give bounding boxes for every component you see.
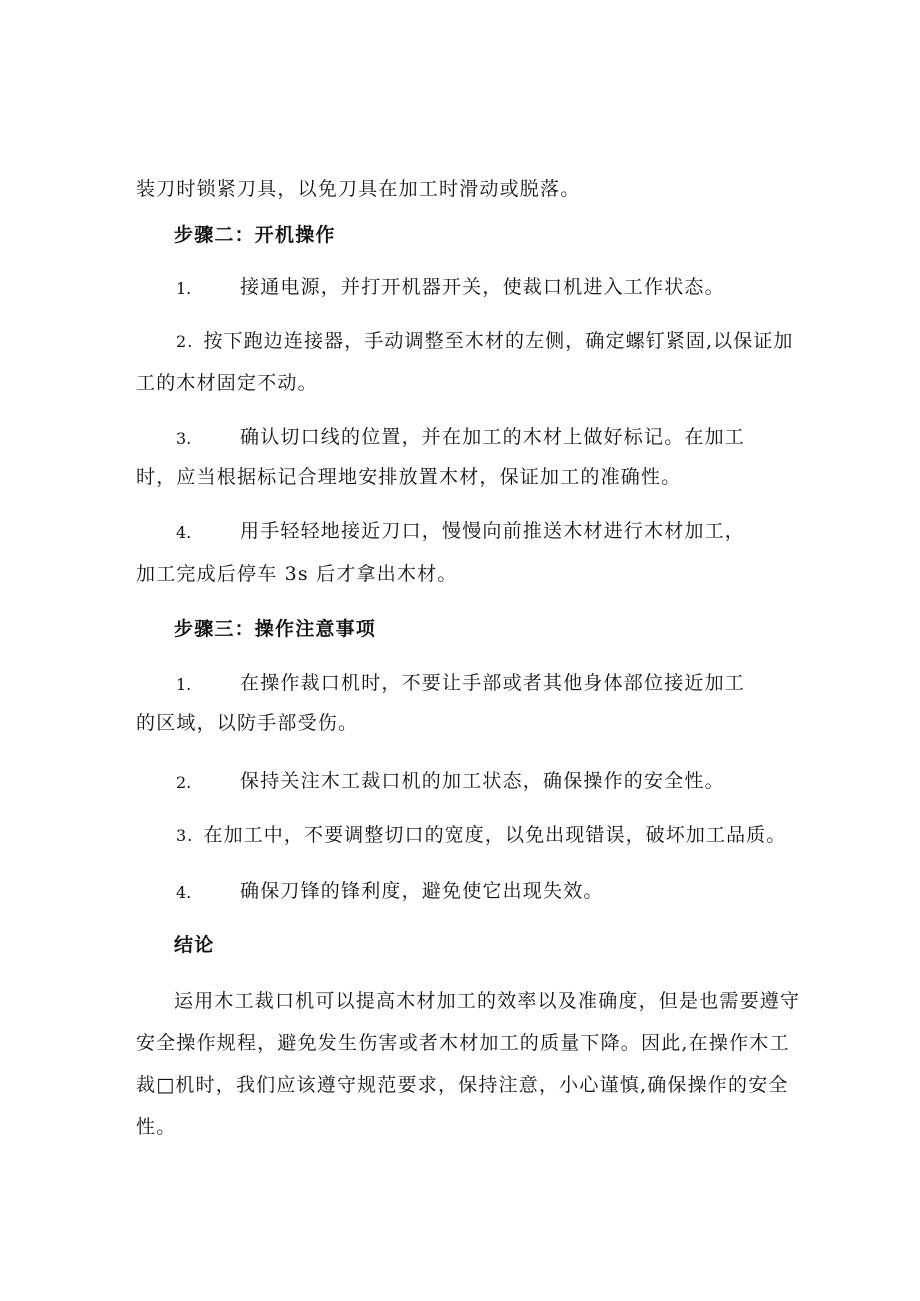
conclusion-line3: 裁□机时，我们应该遵守规范要求，保持注意，小心谨慎,确保操作的安全 bbox=[136, 1074, 789, 1096]
step3-item2-text: 保持关注木工裁口机的加工状态，确保操作的安全性。 bbox=[240, 770, 725, 792]
conclusion-heading: 结论 bbox=[174, 934, 215, 956]
step2-item2-line2: 工的木材固定不动。 bbox=[136, 372, 318, 394]
step2-item3-text: 确认切口线的位置，并在加工的木材上做好标记。在加工 bbox=[240, 426, 746, 448]
conclusion-line1: 运用木工裁口机可以提高木材加工的效率以及准确度，但是也需要遵守 bbox=[174, 990, 801, 1012]
step3-item4-number: 4. bbox=[176, 883, 192, 902]
step3-item4-text: 确保刀锋的锋利度，避免使它出现失效。 bbox=[240, 880, 604, 902]
conclusion-line2: 安全操作规程，避免发生伤害或者木材加工的质量下降。因此,在操作木工 bbox=[136, 1032, 790, 1054]
step3-heading: 步骤三：操作注意事项 bbox=[174, 618, 377, 640]
step2-item2-line1 bbox=[176, 328, 794, 355]
step3-item3-line1 bbox=[176, 822, 786, 849]
step3-item1-number: 1. bbox=[176, 675, 192, 694]
step2-item3-line2: 时，应当根据标记合理地安排放置木材，保证加工的准确性。 bbox=[136, 466, 682, 488]
step3-item3-number: 3. bbox=[176, 826, 194, 845]
intro-line: 装刀时锁紧刀具，以免刀具在加工时滑动或脱落。 bbox=[136, 178, 581, 200]
step2-heading: 步骤二：开机操作 bbox=[174, 224, 336, 246]
step2-item2-text: 按下跑边连接器，手动调整至木材的左侧，确定螺钉紧固,以保证加 bbox=[203, 330, 794, 352]
step2-item1-number: 1. bbox=[176, 279, 192, 298]
step3-item1-line2: 的区域，以防手部受伤。 bbox=[136, 712, 359, 734]
step3-item3-text: 在加工中，不要调整切口的宽度，以免出现错误，破坏加工品质。 bbox=[203, 824, 787, 846]
step2-item3-number: 3. bbox=[176, 429, 192, 448]
step2-item4-number: 4. bbox=[176, 523, 192, 542]
step2-item4-text: 用手轻轻地接近刀口，慢慢向前推送木材进行木材加工， bbox=[240, 520, 746, 542]
step2-item4-line2: 加工完成后停车 3s 后才拿出木材。 bbox=[136, 563, 458, 585]
step2-item1-text: 接通电源，并打开机器开关，使裁口机进入工作状态。 bbox=[240, 276, 725, 298]
step3-item1-text: 在操作裁口机时，不要让手部或者其他身体部位接近加工 bbox=[240, 672, 746, 694]
step2-item2-number: 2. bbox=[176, 332, 194, 351]
step3-item2-number: 2. bbox=[176, 773, 192, 792]
conclusion-line4: 性。 bbox=[136, 1116, 177, 1138]
